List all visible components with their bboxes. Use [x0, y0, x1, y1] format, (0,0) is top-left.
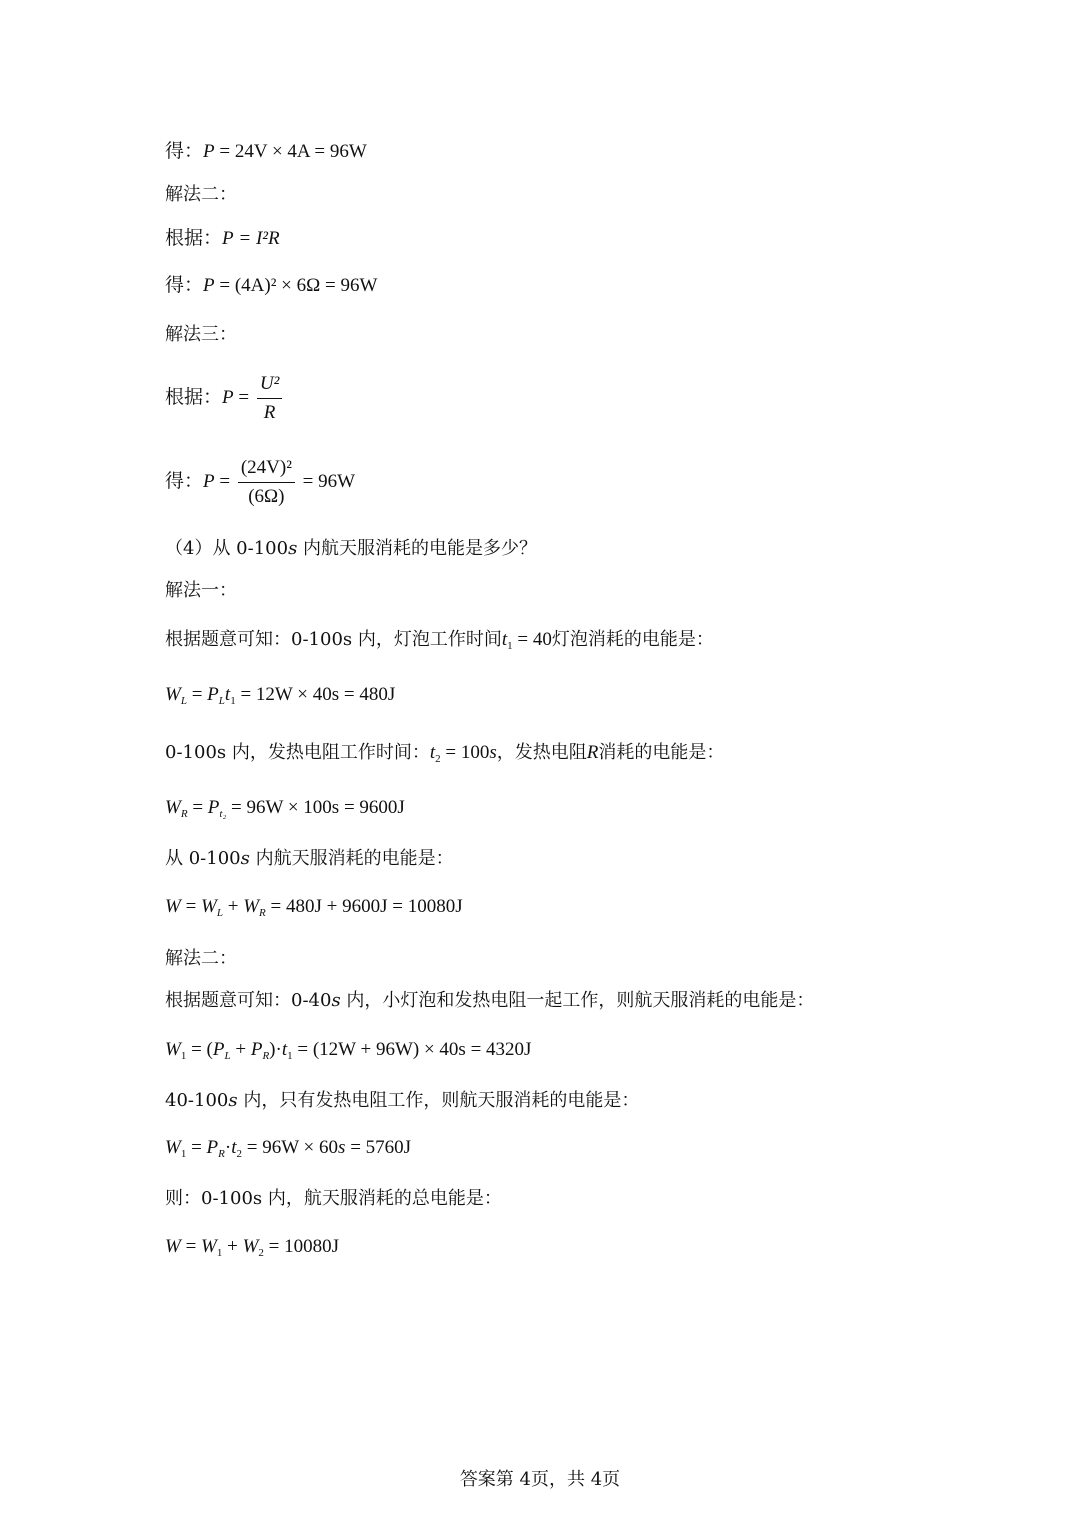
lamp-energy-line: $W_L = P_Lt_1 = 12W \times 40s = 480J$	[165, 684, 396, 707]
numerator: (24V)²	[238, 456, 295, 483]
denominator: R	[263, 402, 276, 423]
power-result-line: 得：P = 24V × 4A = 96W	[165, 141, 367, 162]
fraction	[238, 456, 295, 509]
formula: = 5760J	[345, 1137, 412, 1158]
text: 内航天服消耗的电能是：	[249, 848, 454, 869]
combined-energy-line: $W_1 = (P_L + P_R)\cdot t_1 = (12W + 96W) \times 40s = 4320J$	[165, 1039, 532, 1062]
text: 内航天服消耗的电能是多少？	[297, 538, 538, 559]
text: ，发热电阻	[496, 742, 587, 763]
combined-phase-line: 根据题意可知：0-40s 内，小灯泡和发热电阻一起工作，则航天服消耗的电能是：	[165, 990, 815, 1011]
method-3-heading: 解法三：	[165, 324, 237, 345]
resistor-only-phase-line: 40-100s 内，只有发热电阻工作，则航天服消耗的电能是：	[165, 1090, 640, 1111]
formula: = 12W × 40s = 480J	[240, 684, 396, 705]
denominator: (6Ω)	[248, 486, 285, 507]
resistor-energy-line: $W_R = P_{t_2} = 96W \times 100s = 9600J$	[165, 797, 405, 820]
label: 得：	[165, 275, 204, 296]
text: 0-100s 内，发热电阻工作时间：	[165, 742, 430, 763]
text: 灯泡消耗的电能是：	[551, 629, 714, 650]
label: 根据：	[165, 228, 223, 249]
text: 40-100	[165, 1090, 229, 1111]
total-energy-prompt-2: 则：0-100s 内，航天服消耗的总电能是：	[165, 1188, 502, 1209]
result: = 96W	[302, 470, 356, 492]
method-2-heading: 解法二：	[165, 184, 237, 205]
formula: = 10080J	[268, 1236, 340, 1257]
text: 根据题意可知：0-100s 内，灯泡工作时间	[165, 629, 502, 650]
label: 得：	[165, 141, 204, 162]
formula: = 100	[445, 742, 490, 763]
power-i2r-result: 得：P = (4A)² × 6Ω = 96W	[165, 275, 378, 296]
method-2b-heading: 解法二：	[165, 948, 237, 969]
page-footer: 答案第 4页，共 4页	[459, 1469, 621, 1490]
text: 内，只有发热电阻工作，则航天服消耗的电能是：	[237, 1090, 640, 1111]
resistor-only-energy-line: $W_1 = P_R\cdot t_2 = 96W \times 60s = 5760J$	[165, 1137, 412, 1160]
text: 内，小灯泡和发热电阻一起工作，则航天服消耗的电能是：	[340, 990, 815, 1011]
text: 根据题意可知：0-40	[165, 990, 332, 1011]
formula: = 96W × 60	[246, 1137, 339, 1158]
fraction	[257, 372, 282, 425]
formula: = 40	[517, 629, 552, 650]
total-energy-prompt: 从 0-100s 内航天服消耗的电能是：	[165, 848, 454, 869]
total-energy-line-2: $W = W_1 + W_2 = 10080J$	[165, 1236, 340, 1259]
text: 从 0-100	[165, 848, 241, 869]
resistor-time-line: 0-100s 内，发热电阻工作时间：$t_2 = 100s$，发热电阻R消耗的电能是：	[165, 742, 725, 765]
numerator: U²	[257, 372, 282, 399]
formula-u2r-line: 根据：P = $\frac{\text{U²}}{R}$	[165, 372, 285, 425]
formula-i2r-line: 根据：P = I²R	[165, 228, 280, 249]
formula: = 480J + 9600J = 10080J	[270, 896, 463, 917]
total-energy-line: $W = W_L + W_R = 480J + 9600J = 10080J$	[165, 896, 463, 919]
label: 得：	[165, 470, 204, 492]
formula: = (12W + 96W) × 40s = 4320J	[297, 1039, 532, 1060]
text: （4）从 0-100	[165, 538, 289, 559]
label: 根据：	[165, 386, 223, 408]
formula: = 24V × 4A = 96W	[219, 141, 367, 162]
lamp-time-line: 根据题意可知：0-100s 内，灯泡工作时间$t_1 = 40$灯泡消耗的电能是：	[165, 629, 714, 652]
formula: = 96W × 100s = 9600J	[231, 797, 405, 818]
method-1-heading: 解法一：	[165, 580, 237, 601]
question-4: （4）从 0-100s 内航天服消耗的电能是多少？	[165, 538, 538, 559]
formula: = I²R	[238, 228, 280, 249]
formula: = (4A)² × 6Ω = 96W	[219, 275, 378, 296]
power-u2r-result: 得：P = $\frac{\text{(24V)²}}{(6\Omega)}$ = 96W	[165, 457, 356, 507]
text: 消耗的电能是：	[598, 742, 725, 763]
